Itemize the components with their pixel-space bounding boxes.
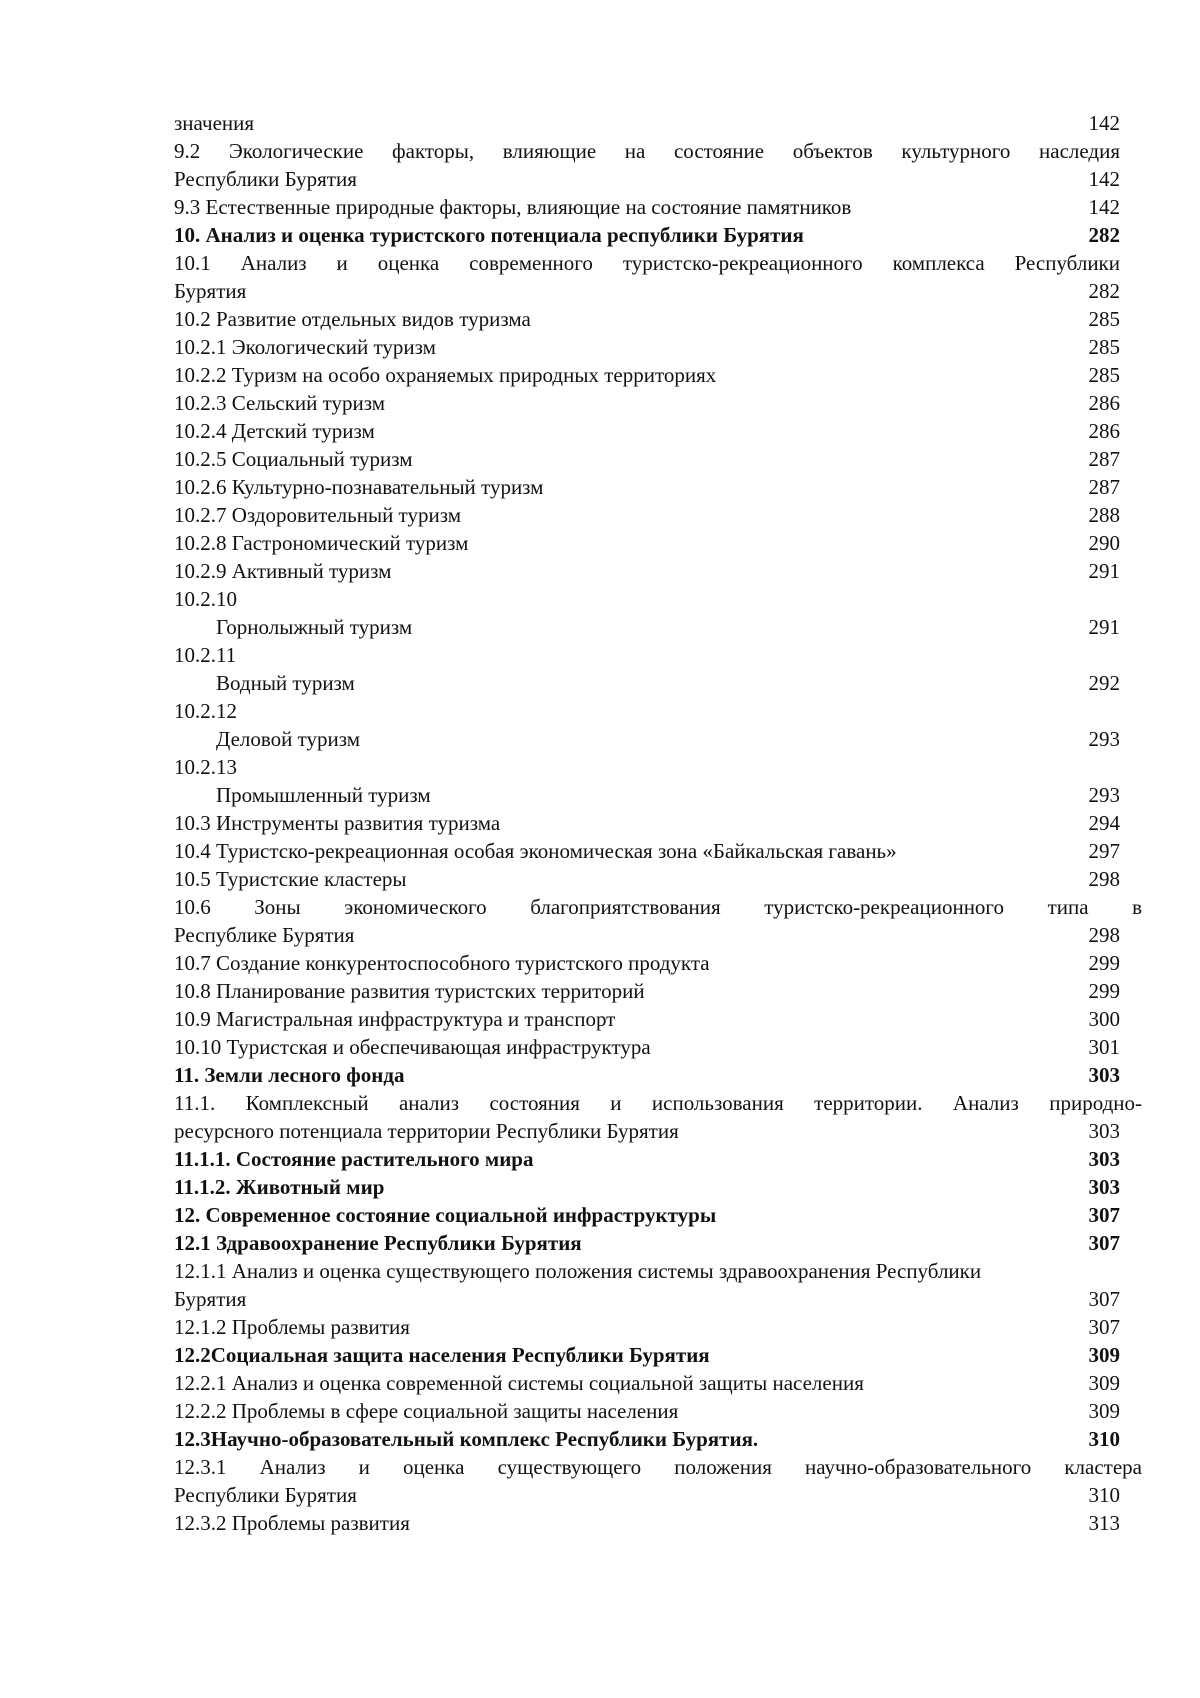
toc-entry-page: 297: [1088, 839, 1120, 863]
toc-entry: [174, 137, 1120, 165]
toc-entry-page: 300: [1088, 1007, 1120, 1031]
toc-entry-title: Республике Бурятия: [174, 923, 355, 947]
toc-entry: [174, 1173, 1120, 1201]
toc-entry: [174, 445, 1120, 473]
toc-entry: [174, 1341, 1120, 1369]
toc-entry: [174, 1481, 1120, 1509]
toc-entry-title: 10.2.2 Туризм на особо охраняемых природных территориях: [174, 363, 717, 387]
toc-entry: [174, 1145, 1120, 1173]
toc-entry-page: 286: [1088, 419, 1120, 443]
toc-entry-title: 12.2.1 Анализ и оценка современной системы социальной защиты населения: [174, 1371, 864, 1395]
toc-entry: [174, 361, 1120, 389]
toc-entry-title: 10.5 Туристские кластеры: [174, 867, 407, 891]
toc-entry-title: Бурятия: [174, 279, 247, 303]
toc-entry: [174, 1425, 1120, 1453]
toc-entry-title: Водный туризм: [216, 671, 355, 695]
toc-entry-page: 285: [1088, 307, 1120, 331]
toc-entry: [174, 193, 1120, 221]
toc-entry-title: 10.2.3 Сельский туризм: [174, 391, 386, 415]
toc-entry: [174, 1061, 1120, 1089]
toc-entry-page: 292: [1088, 671, 1120, 695]
toc-entry: [174, 1005, 1120, 1033]
toc-entry-page: 303: [1088, 1063, 1120, 1087]
toc-entry-title: 12.1.2 Проблемы развития: [174, 1315, 410, 1339]
toc-entry: [174, 781, 1120, 809]
toc-entry-page: 303: [1088, 1119, 1120, 1143]
toc-entry: [174, 165, 1120, 193]
toc-entry-title: 10.2.4 Детский туризм: [174, 419, 375, 443]
toc-entry: [174, 1453, 1142, 1481]
toc-entry-title: 12.3.1 Анализ и оценка существующего положения научно-образовательного кластера: [174, 1455, 1142, 1479]
toc-entry-title: 12.3Научно-образовательный комплекс Республики Бурятия.: [174, 1427, 759, 1451]
toc-entry-page: 142: [1088, 111, 1120, 135]
toc-entry-page: 307: [1088, 1315, 1120, 1339]
toc-entry-page: 299: [1088, 951, 1120, 975]
toc-entry-title: Промышленный туризм: [216, 783, 431, 807]
toc-entry-title: 10.8 Планирование развития туристских территорий: [174, 979, 645, 1003]
toc-entry-title: 10.2.11: [174, 643, 237, 667]
toc-entry: [174, 669, 1120, 697]
toc-entry-title: 10.2 Развитие отдельных видов туризма: [174, 307, 531, 331]
toc-entry-title: 9.3 Естественные природные факторы, влияющие на состояние памятников: [174, 195, 852, 219]
toc-entry: [174, 1229, 1120, 1257]
toc-entry: [174, 865, 1120, 893]
toc-entry-page: 287: [1088, 447, 1120, 471]
toc-entry: [174, 1117, 1120, 1145]
toc-entry-title: 10.2.13: [174, 755, 237, 779]
toc-entry: [174, 753, 1120, 781]
toc-entry-title: 10.6 Зоны экономического благоприятствования туристско-рекреационного типа в: [174, 895, 1142, 919]
toc-entry-page: 309: [1088, 1399, 1120, 1423]
toc-entry: [174, 921, 1120, 949]
toc-entry-page: 291: [1088, 615, 1120, 639]
toc-entry-page: 301: [1088, 1035, 1120, 1059]
toc-entry-page: 309: [1088, 1343, 1120, 1367]
toc-entry-page: 293: [1088, 783, 1120, 807]
toc-entry-title: 10.9 Магистральная инфраструктура и транспорт: [174, 1007, 616, 1031]
toc-entry: [174, 501, 1120, 529]
toc-entry-page: 285: [1088, 335, 1120, 359]
toc-entry-page: 307: [1088, 1287, 1120, 1311]
toc-entry-page: 288: [1088, 503, 1120, 527]
toc-entry-title: 10.2.12: [174, 699, 237, 723]
toc-entry-page: 310: [1088, 1483, 1120, 1507]
toc-entry-title: 10.2.6 Культурно-познавательный туризм: [174, 475, 544, 499]
toc-entry: [174, 1397, 1120, 1425]
toc-entry-title: 10. Анализ и оценка туристского потенциала республики Бурятия: [174, 223, 804, 247]
toc-entry: [174, 221, 1120, 249]
toc-entry-title: 10.2.8 Гастрономический туризм: [174, 531, 469, 555]
toc-entry-page: 307: [1088, 1231, 1120, 1255]
toc-entry: [174, 109, 1120, 137]
toc-entry-title: Республики Бурятия: [174, 167, 357, 191]
toc-entry: [174, 1313, 1120, 1341]
toc-entry: [174, 1509, 1120, 1537]
toc-entry-title: 10.7 Создание конкурентоспособного туристского продукта: [174, 951, 710, 975]
toc-entry: [174, 473, 1120, 501]
toc-entry: [174, 1285, 1120, 1313]
toc-entry: [174, 1201, 1120, 1229]
toc-entry-page: 290: [1088, 531, 1120, 555]
toc-entry-title: 12.2Социальная защита населения Республики Бурятия: [174, 1343, 710, 1367]
toc-entry: [174, 1257, 1142, 1285]
toc-entry-title: 10.2.7 Оздоровительный туризм: [174, 503, 461, 527]
toc-entry: [174, 585, 1120, 613]
toc-entry-page: 294: [1088, 811, 1120, 835]
toc-entry: [174, 641, 1120, 669]
toc-entry-title: значения: [174, 111, 255, 135]
toc-entry-page: 285: [1088, 363, 1120, 387]
toc-entry-title: 12.3.2 Проблемы развития: [174, 1511, 410, 1535]
toc-entry-page: 309: [1088, 1371, 1120, 1395]
toc-entry: [174, 949, 1120, 977]
toc-entry-title: 12.1 Здравоохранение Республики Бурятия: [174, 1231, 582, 1255]
toc-entry-page: 299: [1088, 979, 1120, 1003]
toc-entry: [174, 305, 1120, 333]
toc-entry-page: 286: [1088, 391, 1120, 415]
toc-entry-page: 282: [1088, 279, 1120, 303]
toc-entry-title: Республики Бурятия: [174, 1483, 357, 1507]
toc-entry-page: 142: [1088, 195, 1120, 219]
toc-entry-page: 310: [1088, 1427, 1120, 1451]
toc-entry-title: Горнолыжный туризм: [216, 615, 413, 639]
toc-entry-title: 11.1.1. Состояние растительного мира: [174, 1147, 534, 1171]
toc-entry-title: 11.1.2. Животный мир: [174, 1175, 385, 1199]
toc-entry: [174, 417, 1120, 445]
toc-entry: [174, 529, 1120, 557]
toc-entry-page: 303: [1088, 1147, 1120, 1171]
toc-entry-title: 10.2.9 Активный туризм: [174, 559, 392, 583]
toc-entry-page: 287: [1088, 475, 1120, 499]
toc-entry-page: 291: [1088, 559, 1120, 583]
toc-entry-title: ресурсного потенциала территории Республики Бурятия: [174, 1119, 679, 1143]
toc-entry-page: 307: [1088, 1203, 1120, 1227]
toc-entry-title: 10.2.1 Экологический туризм: [174, 335, 436, 359]
toc-entry: [174, 977, 1120, 1005]
table-of-contents: [174, 109, 1142, 1537]
toc-entry: [174, 249, 1120, 277]
toc-entry-title: 10.3 Инструменты развития туризма: [174, 811, 501, 835]
toc-entry-title: 10.1 Анализ и оценка современного туристско-рекреационного комплекса Республики: [174, 251, 1120, 275]
toc-entry: [174, 1033, 1120, 1061]
toc-entry-title: 11.1. Комплексный анализ состояния и использования территории. Анализ природно-: [174, 1091, 1142, 1115]
toc-entry: [174, 809, 1120, 837]
toc-entry-page: 142: [1088, 167, 1120, 191]
toc-entry-page: 293: [1088, 727, 1120, 751]
toc-entry-title: 9.2 Экологические факторы, влияющие на состояние объектов культурного наследия: [174, 139, 1120, 163]
toc-entry: [174, 333, 1120, 361]
toc-entry-title: 11. Земли лесного фонда: [174, 1063, 405, 1087]
toc-entry: [174, 893, 1142, 921]
toc-entry: [174, 837, 1120, 865]
toc-entry-page: 303: [1088, 1175, 1120, 1199]
toc-entry-title: Деловой туризм: [216, 727, 361, 751]
toc-entry-title: 12. Современное состояние социальной инфраструктуры: [174, 1203, 717, 1227]
toc-entry-page: 282: [1088, 223, 1120, 247]
toc-entry-title: 10.2.5 Социальный туризм: [174, 447, 413, 471]
toc-entry: [174, 389, 1120, 417]
toc-entry-title: 12.2.2 Проблемы в сфере социальной защиты населения: [174, 1399, 679, 1423]
toc-entry: [174, 557, 1120, 585]
toc-entry-page: 298: [1088, 867, 1120, 891]
toc-entry-title: 12.1.1 Анализ и оценка существующего положения системы здравоохранения Республики: [174, 1259, 982, 1283]
toc-entry: [174, 697, 1120, 725]
toc-entry: [174, 1089, 1142, 1117]
toc-entry: [174, 613, 1120, 641]
toc-entry-page: 298: [1088, 923, 1120, 947]
toc-entry-title: 10.4 Туристско-рекреационная особая экономическая зона «Байкальская гавань»: [174, 839, 897, 863]
toc-entry: [174, 1369, 1120, 1397]
toc-entry: [174, 725, 1120, 753]
toc-entry-title: Бурятия: [174, 1287, 247, 1311]
toc-entry-page: 313: [1088, 1511, 1120, 1535]
toc-entry-title: 10.10 Туристская и обеспечивающая инфраструктура: [174, 1035, 651, 1059]
toc-entry-title: 10.2.10: [174, 587, 237, 611]
toc-entry: [174, 277, 1120, 305]
